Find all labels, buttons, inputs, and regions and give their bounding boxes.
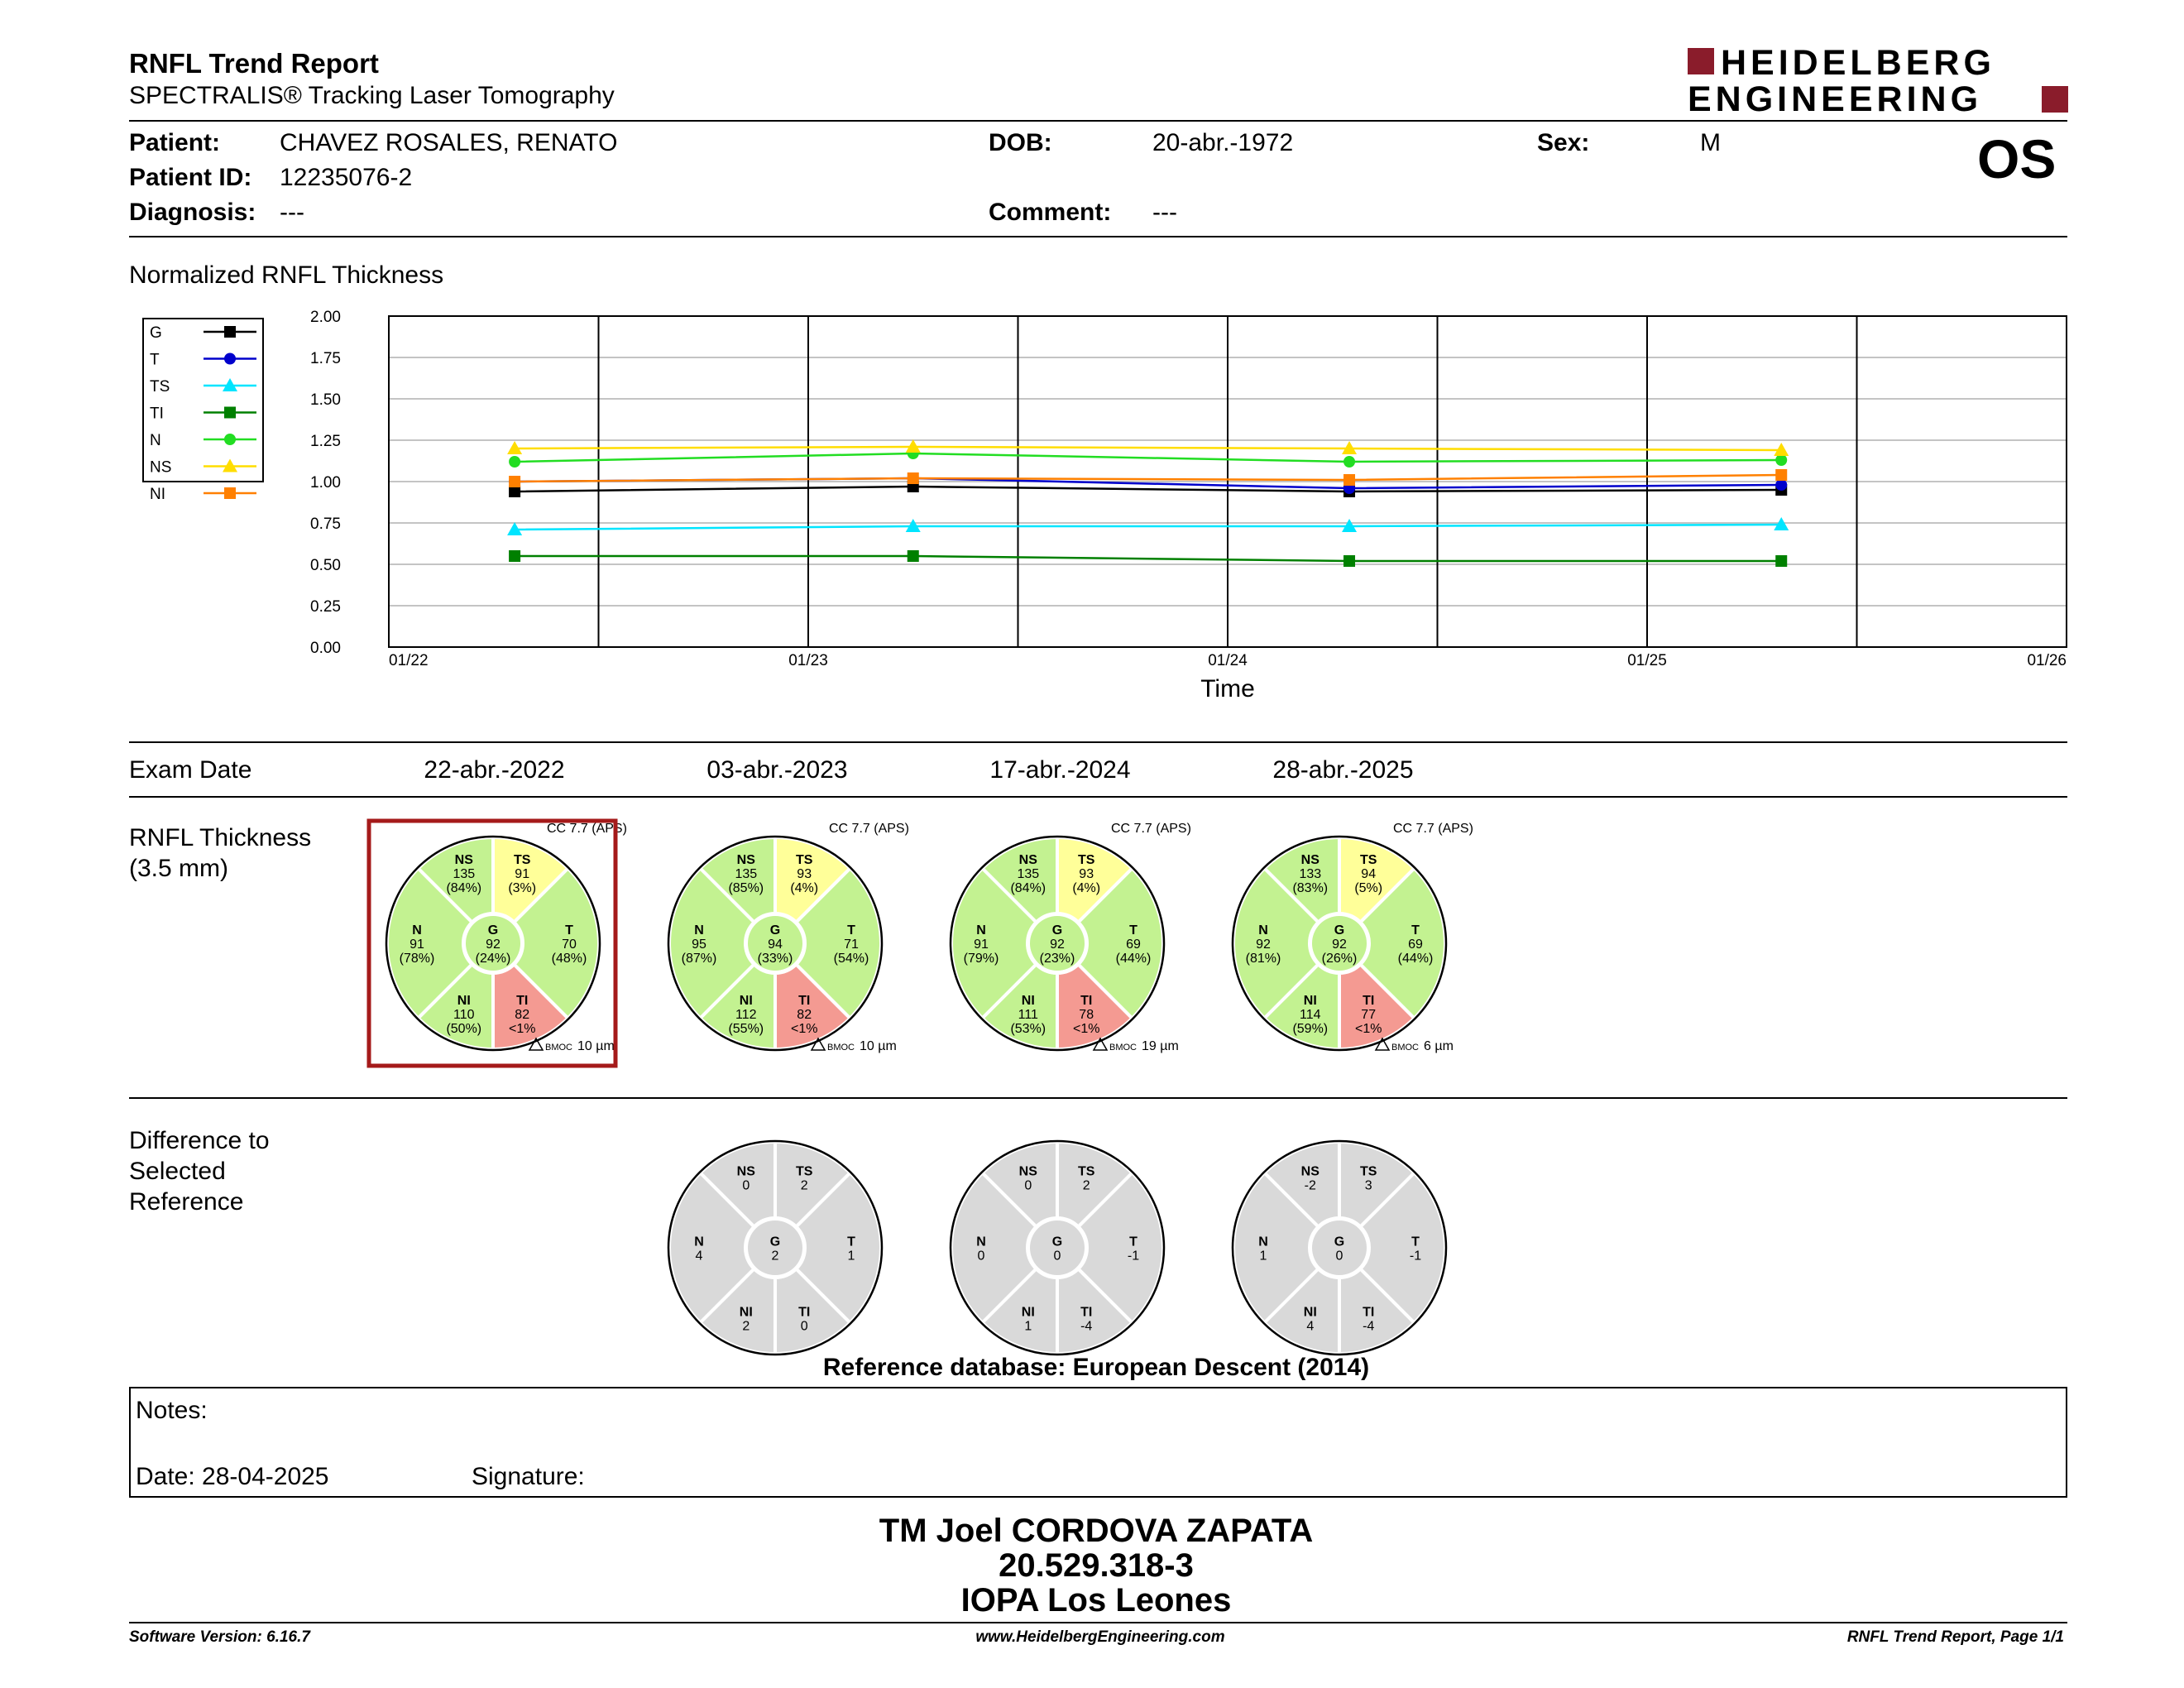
data-point (509, 476, 520, 487)
bmoc-label: BMOC (1109, 1043, 1137, 1053)
patient-name: CHAVEZ ROSALES, RENATO (280, 129, 618, 156)
notes-label: Notes: (136, 1397, 208, 1424)
sector-label: T (847, 923, 855, 938)
sector-value: 94 (768, 938, 783, 952)
sector-value: 0 (800, 1319, 808, 1334)
sector-value: 3 (1364, 1178, 1372, 1193)
sector-value: (53%) (1010, 1021, 1046, 1036)
x-tick-label: 01/26 (2027, 652, 2067, 669)
data-point (1343, 456, 1355, 468)
sector-value: 2 (742, 1319, 750, 1334)
legend-marker (224, 353, 236, 365)
sector-label: T (1129, 1235, 1138, 1249)
report-title: RNFL Trend Report (129, 48, 379, 79)
difference-circle-2 (951, 1141, 1164, 1355)
sector-value: 0 (1053, 1249, 1061, 1264)
sector-value: 112 (735, 1007, 757, 1022)
sector-value: (5%) (1354, 881, 1383, 896)
y-tick-label: 0.00 (310, 640, 341, 657)
cc-label: CC 7.7 (APS) (829, 822, 909, 836)
bmoc-value: 19 µm (1142, 1039, 1179, 1053)
x-tick-label: 01/23 (788, 652, 828, 669)
reference-database: Reference database: European Descent (2014) (822, 1354, 1370, 1381)
sector-label: NS (736, 853, 755, 868)
page-info: RNFL Trend Report, Page 1/1 (1846, 1628, 2064, 1646)
sector-value: (50%) (446, 1021, 482, 1036)
data-point (908, 472, 919, 484)
sector-value: <1% (1072, 1021, 1100, 1036)
trend-chart (0, 298, 2184, 712)
bmoc-value: 10 µm (577, 1039, 615, 1053)
sector-value: 2 (800, 1178, 808, 1193)
data-point (1775, 454, 1787, 466)
sector-value: 91 (974, 938, 989, 952)
sector-label: N (976, 923, 986, 938)
y-tick-label: 0.75 (310, 516, 341, 533)
logo-mark (1688, 43, 2068, 119)
sector-value: (48%) (551, 952, 587, 966)
sector-value: 4 (695, 1249, 703, 1264)
chart-legend (143, 319, 263, 503)
sector-value: 91 (410, 938, 424, 952)
sector-value: (87%) (681, 952, 717, 966)
sector-label: G (769, 923, 781, 938)
sector-label: NS (1300, 1164, 1320, 1179)
thickness-circle-3 (951, 822, 1191, 1053)
exam-date-3: 17-abr.-2024 (989, 756, 1131, 784)
bmoc-label: BMOC (545, 1043, 572, 1053)
rnfl-thickness-label: RNFL Thickness (129, 824, 312, 851)
sector-label: T (1411, 923, 1420, 938)
sector-value: -4 (1363, 1319, 1375, 1334)
sector-label: NI (1303, 993, 1317, 1008)
notes-date: Date: 28-04-2025 (136, 1463, 329, 1490)
sector-value: (4%) (1072, 881, 1101, 896)
sector-value: (3%) (508, 881, 537, 896)
sector-label: TS (1359, 1164, 1377, 1179)
sector-value: (81%) (1245, 952, 1281, 966)
bmoc-value: 6 µm (1424, 1039, 1454, 1053)
sector-label: N (976, 1235, 986, 1249)
sector-value: 69 (1408, 938, 1423, 952)
footer-divider (129, 1622, 2067, 1623)
sector-value: 133 (1299, 867, 1322, 882)
rnfl-thickness-circles (0, 803, 2184, 1084)
x-tick-label: 01/24 (1208, 652, 1248, 669)
patient-label: Patient: (129, 129, 221, 156)
legend-box (143, 319, 263, 482)
sector-value: 82 (515, 1007, 530, 1022)
series-line (515, 475, 1781, 482)
comment-value: --- (1152, 199, 1177, 226)
legend-marker (224, 407, 236, 419)
sector-value: -2 (1304, 1178, 1316, 1193)
sector-value: -1 (1127, 1249, 1140, 1264)
logo-line1: HEIDELBERG (1721, 43, 1995, 83)
sector-label: TS (1077, 853, 1095, 868)
data-point (908, 550, 919, 562)
sector-value: 95 (692, 938, 706, 952)
exam-bottom-divider (129, 796, 2067, 798)
series-ts (507, 517, 1789, 535)
sector-value: 92 (1050, 938, 1065, 952)
exam-date-1: 22-abr.-2022 (424, 756, 565, 784)
sector-value: 135 (453, 867, 476, 882)
sex-label: Sex: (1537, 129, 1590, 156)
sector-value: 94 (1361, 867, 1377, 882)
y-tick-label: 1.00 (310, 474, 341, 492)
legend-label: G (150, 324, 162, 342)
exam-date-4: 28-abr.-2025 (1272, 756, 1414, 784)
y-tick-label: 1.25 (310, 433, 341, 450)
sector-value: -4 (1080, 1319, 1093, 1334)
sector-value: 82 (797, 1007, 812, 1022)
sector-value: 69 (1126, 938, 1141, 952)
logo-line2: ENGINEERING (1688, 79, 1983, 119)
sector-label: G (769, 1235, 781, 1249)
sector-label: N (694, 1235, 704, 1249)
sector-value: 1 (1259, 1249, 1267, 1264)
logo-square-bottom (2042, 86, 2068, 113)
sector-value: 77 (1361, 1007, 1377, 1022)
header-divider (129, 120, 2067, 122)
sector-label: TI (1080, 1305, 1093, 1320)
sector-label: TS (795, 1164, 813, 1179)
sector-value: 0 (1024, 1178, 1032, 1193)
sector-label: NS (1018, 1164, 1037, 1179)
sector-label: NI (1021, 1305, 1035, 1320)
sector-label: G (487, 923, 499, 938)
sector-value: (85%) (728, 881, 764, 896)
x-axis-label: Time (1200, 675, 1255, 703)
legend-label: NI (150, 486, 165, 503)
dob-value: 20-abr.-1972 (1152, 129, 1294, 156)
data-point (1343, 555, 1355, 567)
sector-label: N (1258, 1235, 1268, 1249)
sector-label: TI (516, 993, 529, 1008)
sector-value: 1 (1024, 1319, 1032, 1334)
difference-circles (0, 1125, 2184, 1374)
y-tick-label: 0.50 (310, 557, 341, 574)
data-point (1775, 555, 1787, 567)
legend-marker (224, 326, 236, 338)
cc-label: CC 7.7 (APS) (1393, 822, 1473, 836)
sector-value: 2 (1082, 1178, 1090, 1193)
signature-label: Signature: (472, 1463, 585, 1490)
difference-label-1: Difference to (129, 1127, 270, 1154)
exam-date-label: Exam Date (129, 756, 252, 784)
sector-value: 93 (797, 867, 812, 882)
data-point (509, 456, 520, 468)
sector-value: (84%) (1010, 881, 1046, 896)
sector-value: (33%) (757, 952, 793, 966)
difference-label-3: Reference (129, 1188, 244, 1216)
website-link[interactable]: www.HeidelbergEngineering.com (975, 1628, 1225, 1646)
diagnosis-label: Diagnosis: (129, 199, 256, 226)
sector-label: N (694, 923, 704, 938)
sector-value: 91 (515, 867, 530, 882)
legend-label: TI (150, 405, 164, 423)
comment-label: Comment: (989, 199, 1112, 226)
sector-label: G (1334, 1235, 1345, 1249)
legend-label: NS (150, 458, 172, 477)
thickness-circle-2 (668, 822, 909, 1053)
sector-value: (59%) (1292, 1021, 1329, 1036)
bmoc-label: BMOC (827, 1043, 855, 1053)
sector-value: -1 (1409, 1249, 1422, 1264)
x-tick-label: 01/22 (389, 652, 429, 669)
data-point (1775, 469, 1787, 481)
sector-value: 0 (977, 1249, 985, 1264)
sector-label: TI (1363, 1305, 1375, 1320)
sector-value: 92 (1332, 938, 1347, 952)
sector-value: <1% (508, 1021, 536, 1036)
sector-value: 92 (486, 938, 500, 952)
legend-marker (224, 434, 236, 445)
sector-value: (24%) (475, 952, 511, 966)
sector-value: <1% (1354, 1021, 1382, 1036)
cc-label: CC 7.7 (APS) (547, 822, 627, 836)
sector-value: (55%) (728, 1021, 764, 1036)
sector-label: NI (739, 993, 753, 1008)
sector-value: 92 (1256, 938, 1271, 952)
sector-label: G (1334, 923, 1345, 938)
thickness-circle-1 (369, 821, 627, 1066)
sector-label: TS (1077, 1164, 1095, 1179)
y-tick-label: 1.50 (310, 391, 341, 409)
chart-title: Normalized RNFL Thickness (129, 261, 444, 289)
sector-value: 4 (1306, 1319, 1315, 1334)
diagnosis-value: --- (280, 199, 304, 226)
sector-value: 110 (453, 1007, 475, 1022)
sector-label: TI (798, 993, 811, 1008)
signer-name: TM Joel CORDOVA ZAPATA (879, 1513, 1314, 1549)
sector-value: <1% (790, 1021, 818, 1036)
sector-label: NI (1021, 993, 1035, 1008)
sector-label: NI (1303, 1305, 1317, 1320)
x-tick-label: 01/25 (1627, 652, 1667, 669)
sector-label: TS (1359, 853, 1377, 868)
series-line (515, 525, 1781, 530)
difference-circle-3 (1233, 1141, 1446, 1355)
sector-label: TI (1363, 993, 1375, 1008)
software-version: Software Version: 6.16.7 (129, 1628, 310, 1646)
sector-value: 1 (847, 1249, 855, 1264)
notes-box[interactable] (129, 1387, 2067, 1498)
sector-value: (83%) (1292, 881, 1329, 896)
sector-value: (44%) (1115, 952, 1152, 966)
sector-label: T (847, 1235, 855, 1249)
sector-label: T (1129, 923, 1138, 938)
y-tick-label: 1.75 (310, 350, 341, 367)
legend-label: TS (150, 378, 170, 396)
y-tick-label: 2.00 (310, 309, 341, 326)
sector-value: (23%) (1039, 952, 1075, 966)
sector-value: (44%) (1397, 952, 1434, 966)
logo-square-top (1688, 48, 1714, 74)
sector-value: (26%) (1321, 952, 1358, 966)
signer-rut: 20.529.318-3 (999, 1547, 1194, 1584)
eye-label: OS (1977, 128, 2057, 189)
sector-label: N (412, 923, 422, 938)
sector-value: 93 (1079, 867, 1094, 882)
sector-label: N (1258, 923, 1268, 938)
patient-divider (129, 236, 2067, 237)
difference-circle-1 (668, 1141, 882, 1355)
sector-label: G (1051, 923, 1063, 938)
sector-label: NS (1018, 853, 1037, 868)
sector-value: 70 (562, 938, 577, 952)
sector-value: (4%) (790, 881, 819, 896)
bmoc-value: 10 µm (860, 1039, 897, 1053)
patient-id: 12235076-2 (280, 164, 413, 191)
data-point (1343, 474, 1355, 486)
sector-label: TI (798, 1305, 811, 1320)
sector-label: TS (513, 853, 531, 868)
report-subtitle: SPECTRALIS® Tracking Laser Tomography (129, 82, 615, 109)
sector-label: NS (736, 1164, 755, 1179)
signer-organization: IOPA Los Leones (960, 1582, 1232, 1618)
series-n (509, 448, 1787, 468)
bmoc-label: BMOC (1391, 1043, 1419, 1053)
legend-marker (224, 487, 236, 499)
sector-value: 71 (844, 938, 859, 952)
sector-value: (84%) (446, 881, 482, 896)
sector-label: TI (1080, 993, 1093, 1008)
data-point (509, 486, 520, 497)
heidelberg-logo (1688, 43, 2068, 119)
sector-value: (78%) (399, 952, 435, 966)
sector-value: 0 (742, 1178, 750, 1193)
sector-label: NI (457, 993, 471, 1008)
sector-label: G (1051, 1235, 1063, 1249)
dob-label: DOB: (989, 129, 1052, 156)
data-point (509, 550, 520, 562)
difference-top-divider (129, 1097, 2067, 1099)
sector-label: T (1411, 1235, 1420, 1249)
sector-label: NS (454, 853, 473, 868)
y-tick-label: 0.25 (310, 598, 341, 616)
exam-date-2: 03-abr.-2023 (706, 756, 848, 784)
thickness-circle-4 (1233, 822, 1473, 1053)
legend-label: N (150, 432, 161, 449)
sex-value: M (1700, 129, 1721, 156)
sector-value: 111 (1018, 1007, 1038, 1022)
series-line (515, 556, 1781, 561)
sector-value: (54%) (833, 952, 869, 966)
sector-label: NS (1300, 853, 1320, 868)
sector-value: 2 (771, 1249, 779, 1264)
sector-label: NI (739, 1305, 753, 1320)
sector-value: (79%) (963, 952, 999, 966)
sector-value: 0 (1335, 1249, 1343, 1264)
difference-label-2: Selected (129, 1158, 226, 1185)
exam-top-divider (129, 741, 2067, 743)
sector-value: 114 (1300, 1007, 1321, 1022)
sector-value: 135 (735, 867, 758, 882)
cc-label: CC 7.7 (APS) (1111, 822, 1191, 836)
sector-label: TS (795, 853, 813, 868)
sector-label: T (565, 923, 573, 938)
sector-value: 78 (1079, 1007, 1094, 1022)
data-point (1775, 479, 1787, 491)
sector-value: 135 (1017, 867, 1040, 882)
series-line (515, 447, 1781, 450)
series-ns (507, 439, 1789, 456)
rnfl-diameter-label: (3.5 mm) (129, 855, 228, 882)
series-line (515, 453, 1781, 462)
legend-label: T (150, 351, 160, 369)
patient-id-label: Patient ID: (129, 164, 252, 191)
